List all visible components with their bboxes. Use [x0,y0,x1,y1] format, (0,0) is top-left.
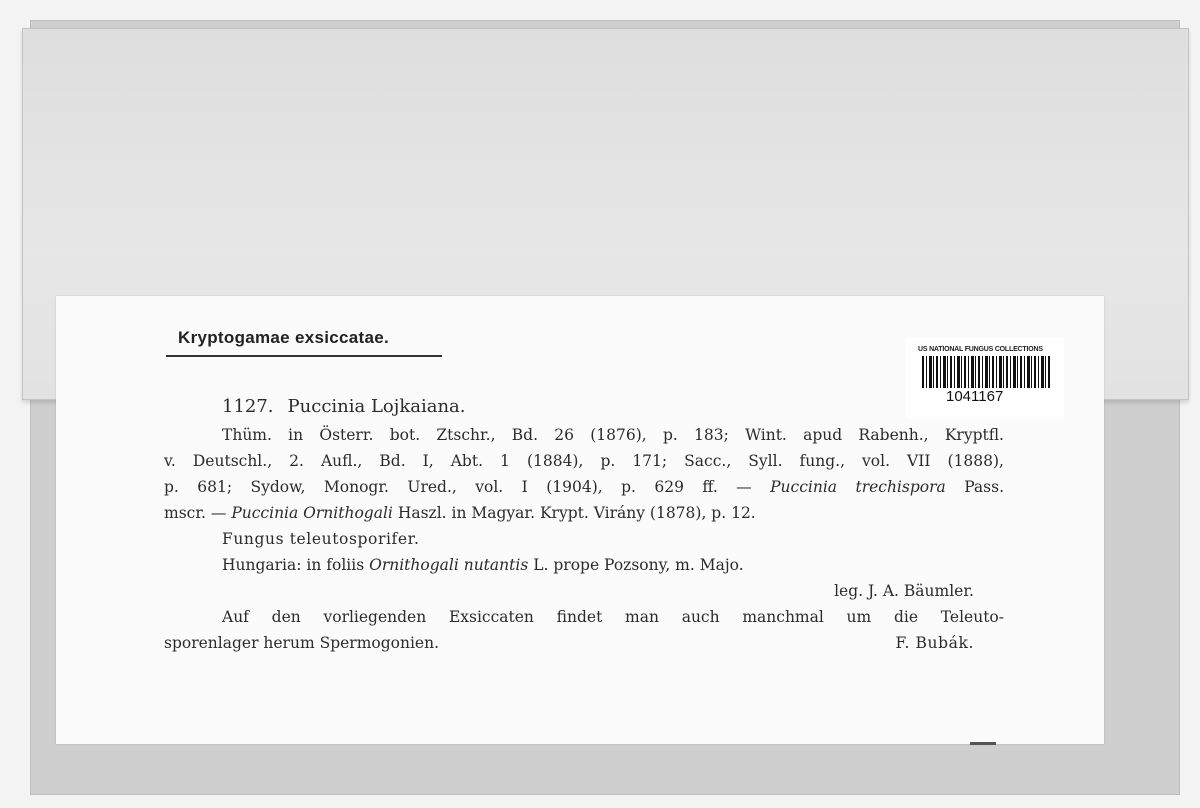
citation-text: Pass. [964,478,1005,496]
species-name: Puccinia Lojkaiana. [287,396,466,417]
entry-number: 1127. [222,396,274,417]
note-text: sporenlager herum Spermogonien. [164,634,440,652]
note-author: F. Bubák. [895,634,974,652]
note-line-1: Auf den vorliegenden Exsiccaten findet man auch manchmal um die Teleuto- [222,608,1004,626]
collector: leg. J. A. Bäumler. [834,582,974,600]
note-line-2 [164,630,1004,656]
series-title: Kryptogamae exsiccatae. [178,328,390,347]
fungus-type: Fungus teleutosporifer. [222,530,420,548]
citation-text: Haszl. in Magyar. Krypt. Virány (1878), p. 12. [397,504,756,522]
barcode-institution: US NATIONAL FUNGUS COLLECTIONS [918,346,1043,353]
host-name: Ornithogali nutantis [369,556,529,574]
envelope-mark [970,742,996,745]
label-text [164,394,1004,656]
locality-line [164,552,1004,578]
citation-text: mscr. — [164,504,227,522]
locality-text: L. prope Pozsony, m. Majo. [533,556,744,574]
barcode-icon [922,356,1052,388]
entry-heading [164,394,1004,420]
citation-line-2: v. Deutschl., 2. Aufl., Bd. I, Abt. 1 (1884), p. 171; Sacc., Syll. fung., vol. VII (1888), [164,452,1004,470]
citation-line-4 [164,500,1004,526]
citation-line-3 [164,474,1004,500]
title-underline [166,355,442,357]
barcode-number: 1041167 [946,388,1004,405]
specimen-label [56,296,1104,744]
locality-text: Hungaria: in foliis [222,556,365,574]
synonym-name: Puccinia Ornithogali [231,504,393,522]
citation-text: p. 681; Sydow, Monogr. Ured., vol. I (1904), p. 629 ff. — [164,478,752,496]
citation-line-1: Thüm. in Österr. bot. Ztschr., Bd. 26 (1876), p. 183; Wint. apud Rabenh., Kryptfl. [222,426,1004,444]
synonym-name: Puccinia trechispora [770,478,946,496]
